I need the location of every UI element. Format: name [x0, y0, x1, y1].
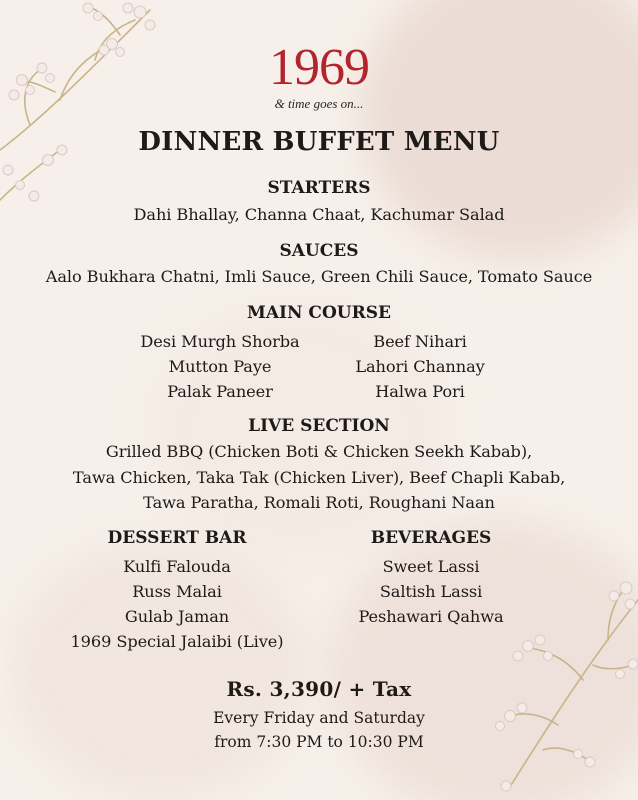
list-item: Beef Nihari — [373, 332, 467, 351]
list-item: Saltish Lassi — [379, 582, 483, 601]
live-section-heading: LIVE SECTION — [248, 416, 390, 436]
main-course-heading: MAIN COURSE — [247, 303, 391, 323]
schedule-days: Every Friday and Saturday — [213, 709, 425, 727]
live-section-line: Tawa Paratha, Romali Roti, Roughani Naan — [143, 493, 495, 512]
list-item: Halwa Pori — [375, 382, 465, 401]
starters-heading: STARTERS — [267, 178, 371, 198]
live-section-line: Tawa Chicken, Taka Tak (Chicken Liver), Beef Chapli Kabab, — [72, 468, 566, 487]
main-course-right-list — [320, 329, 520, 404]
beverages-heading: BEVERAGES — [370, 528, 492, 548]
list-item: 1969 Special Jalaibi (Live) — [70, 632, 284, 651]
sauces-heading: SAUCES — [279, 241, 359, 261]
list-item: Gulab Jaman — [124, 607, 230, 626]
live-section-line: Grilled BBQ (Chicken Boti & Chicken Seekh Kabab), — [105, 442, 533, 461]
list-item: Palak Paneer — [167, 382, 273, 401]
list-item: Desi Murgh Shorba — [140, 332, 300, 351]
sauces-items: Aalo Bukhara Chatni, Imli Sauce, Green Chili Sauce, Tomato Sauce — [45, 267, 593, 286]
list-item: Lahori Channay — [355, 357, 485, 376]
price-label: Rs. 3,390/ + Tax — [226, 677, 412, 701]
dessert-bar-column — [60, 527, 294, 654]
main-course-left-list — [120, 329, 320, 404]
brand-tagline: & time goes on... — [274, 96, 364, 111]
list-item: Russ Malai — [132, 582, 222, 601]
dessert-bar-heading: DESSERT BAR — [107, 528, 247, 548]
list-item: Peshawari Qahwa — [358, 607, 504, 626]
brand-logo: 1969 — [269, 39, 369, 96]
schedule-time: from 7:30 PM to 10:30 PM — [214, 733, 424, 751]
beverages-column — [338, 527, 524, 629]
list-item: Mutton Paye — [168, 357, 272, 376]
list-item: Kulfi Falouda — [123, 557, 231, 576]
starters-items: Dahi Bhallay, Channa Chaat, Kachumar Salad — [133, 205, 505, 224]
menu-title: DINNER BUFFET MENU — [138, 127, 500, 157]
list-item: Sweet Lassi — [382, 557, 480, 576]
